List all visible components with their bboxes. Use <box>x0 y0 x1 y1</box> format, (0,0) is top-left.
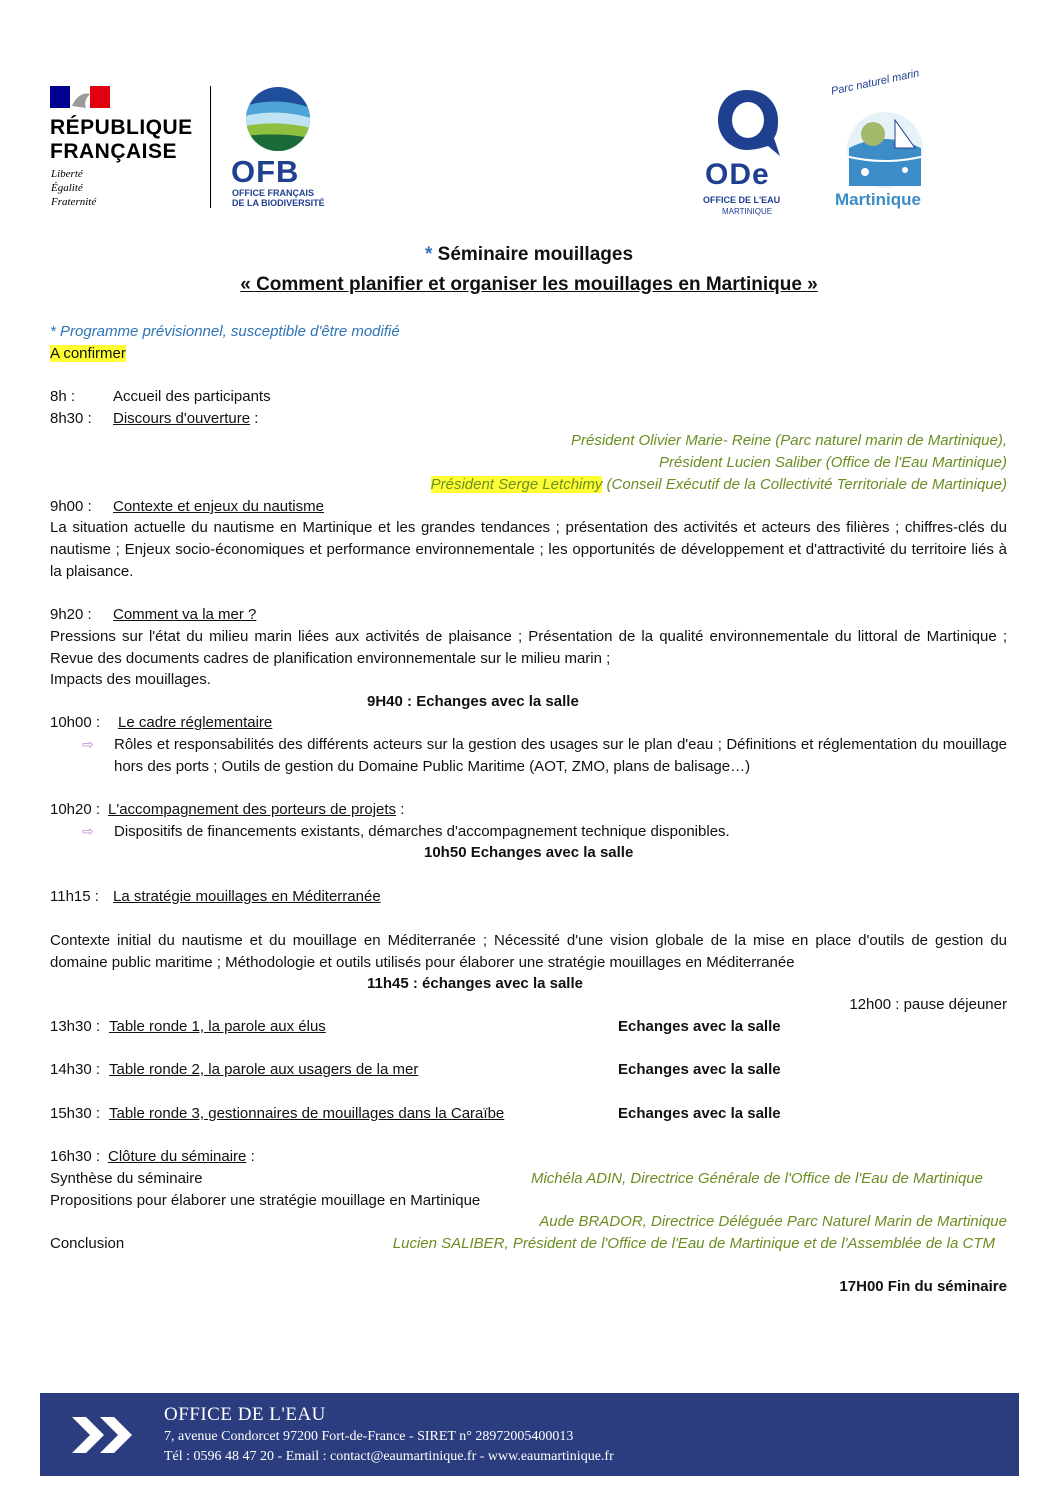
s4-text2: Impacts des mouillages. <box>50 671 211 688</box>
s2-colon: : <box>250 410 259 427</box>
page-title <box>0 244 1058 266</box>
closing-speaker-2: Aude BRADOR, Directrice Déléguée Parc Naturel Marin de Martinique <box>539 1213 1007 1230</box>
footer-banner <box>40 1393 1019 1476</box>
s3-label: Contexte et enjeux du nautisme <box>113 498 324 515</box>
closing-label: Clôture du séminaire <box>108 1148 247 1165</box>
title-line1: Séminaire mouillages <box>437 244 634 265</box>
s5-arrow-icon: ⇨ <box>82 736 94 752</box>
s7-heading <box>113 887 381 907</box>
s1-time: 8h : <box>50 388 76 405</box>
closing-item-3: Conclusion <box>50 1235 125 1252</box>
s3-time: 9h00 : <box>50 498 92 515</box>
to-confirm-text: A confirmer <box>50 345 126 362</box>
ofb-sub2: DE LA BIODIVERSITÉ <box>232 198 325 208</box>
lunch-break: 12h00 : pause déjeuner <box>849 996 1007 1013</box>
ode-sub2: MARTINIQUE <box>722 207 773 216</box>
table-1-exchange: Echanges avec la salle <box>618 1018 781 1035</box>
s2-speaker-3 <box>431 475 1007 495</box>
s6-label: L'accompagnement des porteurs de projets <box>108 801 397 818</box>
ofb-sub1: OFFICE FRANÇAIS <box>232 188 314 198</box>
s4-time: 9h20 : <box>50 606 92 623</box>
logo-divider <box>210 86 211 208</box>
s2-label: Discours d'ouverture <box>113 410 251 427</box>
table-2-label: Table ronde 2, la parole aux usagers de la mer <box>109 1061 419 1078</box>
s2-speaker-2: Président Lucien Saliber (Office de l'Eau Martinique) <box>658 454 1007 471</box>
pnm-arc-text: Parc naturel marin <box>830 67 921 98</box>
title-line2: « Comment planifier et organiser les mouillages en Martinique » <box>240 274 818 295</box>
rf-motto-3: Fraternité <box>51 196 97 208</box>
parc-marin-emblem-icon <box>825 100 945 192</box>
table-3-time: 15h30 : <box>50 1105 101 1122</box>
ofb-name: OFB <box>231 154 300 189</box>
table-2-time: 14h30 : <box>50 1061 101 1078</box>
to-confirm-label <box>50 344 126 364</box>
s4-exchange: 9H40 : Echanges avec la salle <box>367 693 579 710</box>
s3-text: La situation actuelle du nautisme en Martinique et les grandes tendances ; présentation des activités et acteurs des filières ; chiffres-clés du nautisme ; Enjeux socio-économiques et performance environnementale ; les opportunités de développement et d'attractivité du territoire liés à la plaisance. <box>50 519 1007 580</box>
s6-bullet: Dispositifs de financements existants, démarches d'accompagnement technique disponibles. <box>114 823 730 840</box>
table-3-exchange: Echanges avec la salle <box>618 1105 781 1122</box>
rf-line1: RÉPUBLIQUE <box>50 116 193 139</box>
s5-bullet: Rôles et responsabilités des différents acteurs sur la gestion des usages sur le plan d'eau ; Définitions et réglementation du mouillage hors des ports ; Outils de gestion du Domaine Public Maritime (AOT, ZMO, plans de balisage…) <box>114 736 1007 775</box>
program-note: * Programme prévisionnel, susceptible d'être modifié <box>50 323 400 340</box>
s4-label: Comment va la mer ? <box>113 606 257 623</box>
pnm-name: Martinique <box>835 190 921 209</box>
s2-speaker-1: Président Olivier Marie- Reine (Parc naturel marin de Martinique), <box>571 432 1007 449</box>
footer-org: OFFICE DE L'EAU <box>164 1404 326 1425</box>
s6-heading <box>108 800 404 820</box>
closing-colon: : <box>246 1148 255 1165</box>
closing-heading <box>108 1147 255 1167</box>
s6-time: 10h20 : <box>50 801 101 818</box>
title-asterisk: * <box>424 244 433 265</box>
s2-time: 8h30 : <box>50 410 92 427</box>
s3-heading <box>113 497 324 517</box>
table-1-label: Table ronde 1, la parole aux élus <box>109 1018 326 1035</box>
table-2-exchange: Echanges avec la salle <box>618 1061 781 1078</box>
seminar-end: 17H00 Fin du séminaire <box>839 1278 1007 1295</box>
footer-address: 7, avenue Condorcet 97200 Fort-de-France - SIRET n° 28972005400013 <box>164 1429 574 1444</box>
closing-item-1: Synthèse du séminaire <box>50 1170 203 1187</box>
s6-exchange: 10h50 Echanges avec la salle <box>424 844 634 861</box>
ode-drop-icon <box>712 86 782 158</box>
s4-heading <box>113 605 256 625</box>
table-3-label: Table ronde 3, gestionnaires de mouillages dans la Caraïbe <box>109 1105 505 1122</box>
s7-text: Contexte initial du nautisme et du mouillage en Méditerranée ; Nécessité d'une vision globale de la mise en place d'outils de gestion du domaine public maritime ; Méthodologie et outils utilisés pour élaborer une stratégie mouillages en Méditerranée <box>50 932 1007 971</box>
ode-name: ODe <box>705 158 770 191</box>
footer-contact: Tél : 0596 48 47 20 - Email : contact@eaumartinique.fr - www.eaumartinique.fr <box>164 1449 614 1464</box>
s7-exchange: 11h45 : échanges avec la salle <box>367 975 583 992</box>
s5-time: 10h00 : <box>50 714 101 731</box>
rf-motto-1: Liberté <box>51 168 83 180</box>
ode-sub1: OFFICE DE L'EAU <box>703 195 781 205</box>
closing-time: 16h30 : <box>50 1148 101 1165</box>
s2-speaker-3-role: (Conseil Exécutif de la Collectivité Territoriale de Martinique) <box>602 476 1007 493</box>
s2-speaker-3-name: Président Serge Letchimy <box>430 476 603 493</box>
marianne-flag-icon <box>50 86 110 108</box>
table-1-time: 13h30 : <box>50 1018 101 1035</box>
page-subtitle <box>0 274 1058 296</box>
s7-time: 11h15 : <box>50 888 99 905</box>
s5-heading <box>118 713 272 733</box>
rf-line2: FRANÇAISE <box>50 140 178 163</box>
s1-label: Accueil des participants <box>113 388 271 405</box>
rf-motto-2: Égalité <box>51 182 83 194</box>
ofb-emblem-icon <box>245 86 311 152</box>
closing-item-2: Propositions pour élaborer une stratégie mouillage en Martinique <box>50 1192 481 1209</box>
s7-label: La stratégie mouillages en Méditerranée <box>113 888 381 905</box>
s5-label: Le cadre réglementaire <box>118 714 273 731</box>
s2-heading <box>113 409 258 429</box>
closing-speaker-3: Lucien SALIBER, Président de l'Office de l'Eau de Martinique et de l'Assemblée de la CTM <box>392 1235 995 1252</box>
chevrons-icon <box>70 1415 140 1455</box>
s6-colon: : <box>396 801 405 818</box>
closing-speaker-1: Michéla ADIN, Directrice Générale de l'Office de l'Eau de Martinique <box>530 1170 983 1187</box>
s6-arrow-icon: ⇨ <box>82 823 94 839</box>
s4-text: Pressions sur l'état du milieu marin liées aux activités de plaisance ; Présentation de la qualité environnementale du littoral de Martinique ; Revue des documents cadres de planification environnementale sur le milieu marin ; <box>50 628 1007 667</box>
